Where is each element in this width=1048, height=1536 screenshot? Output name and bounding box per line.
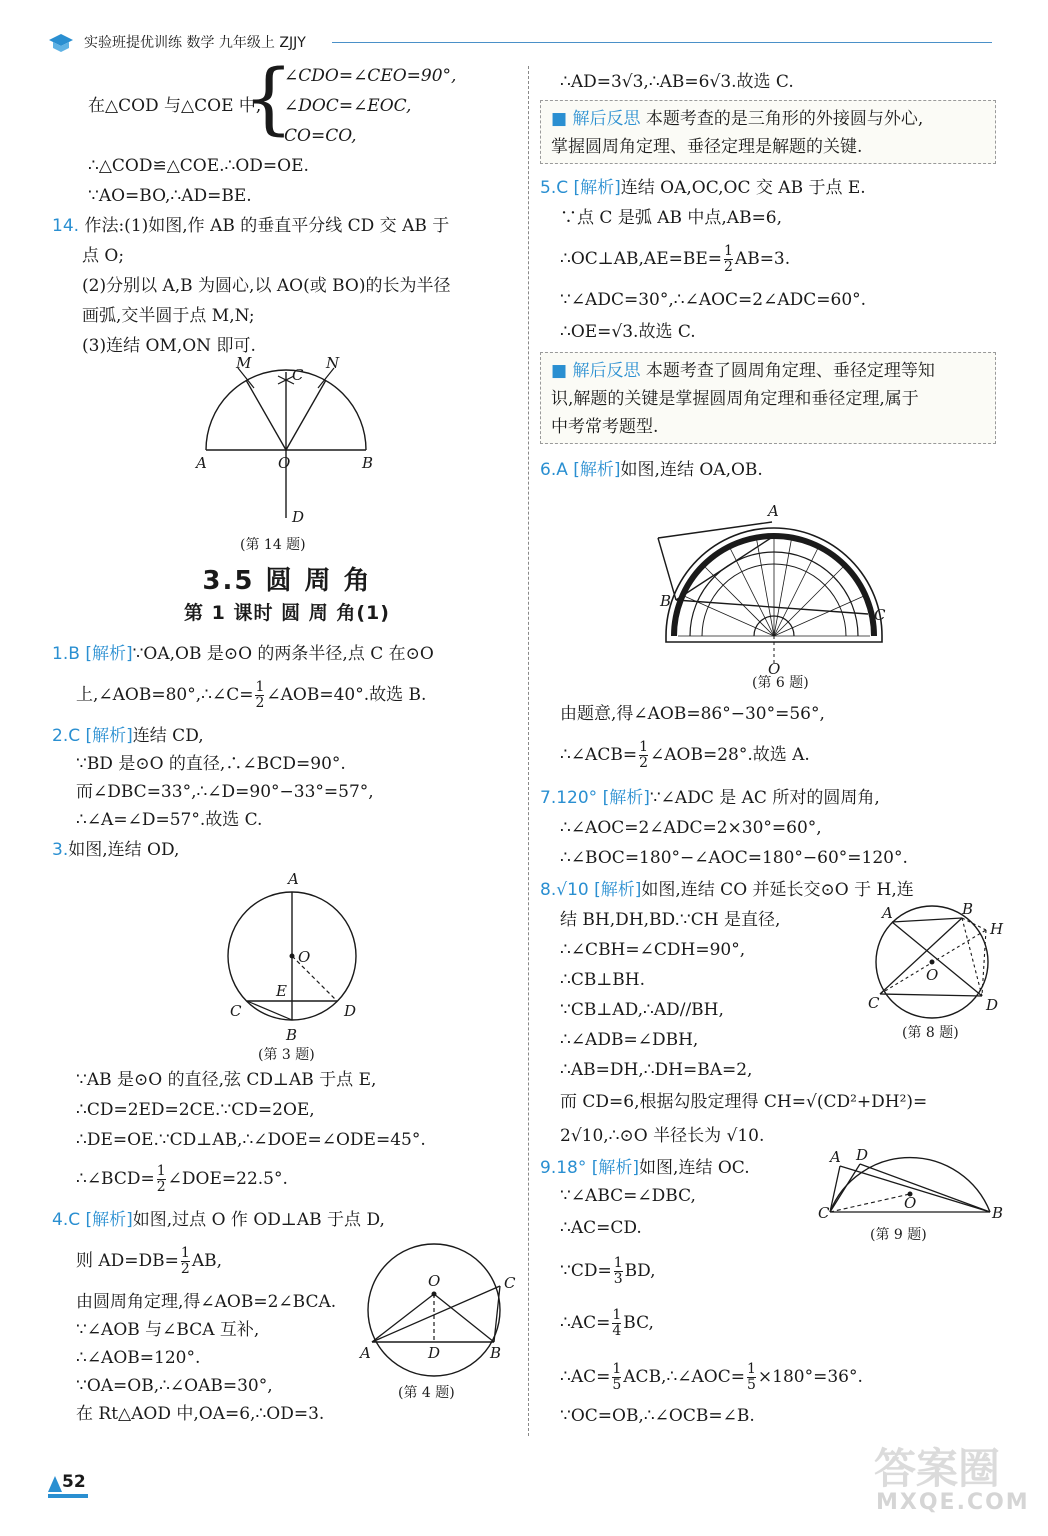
question-number: 1. xyxy=(52,644,69,664)
svg-text:C: C xyxy=(818,1204,830,1222)
text-line: ∵OA,OB 是⊙O 的两条半径,点 C 在⊙O xyxy=(132,644,434,664)
question-number: 6. xyxy=(540,460,557,480)
question-number: 9. xyxy=(540,1158,557,1178)
svg-text:H: H xyxy=(990,920,1004,938)
figure-6-protractor xyxy=(656,496,896,676)
eq-line-2: ∠DOC=∠EOC, xyxy=(284,96,412,116)
svg-text:B: B xyxy=(490,1344,502,1362)
watermark-text: MXQE.COM xyxy=(876,1490,1030,1515)
svg-text:O: O xyxy=(428,1272,441,1290)
question-number: 4. xyxy=(52,1210,69,1230)
svg-text:B: B xyxy=(992,1204,1004,1222)
text-line: ∵BD 是⊙O 的直径,∴∠BCD=90°. xyxy=(76,754,346,774)
question-number: 5. xyxy=(540,178,557,198)
svg-text:N: N xyxy=(326,354,340,372)
text-line: ∴DE=OE.∵CD⊥AB,∴∠DOE=∠ODE=45°. xyxy=(76,1130,426,1150)
text-line: 由题意,得∠AOB=86°−30°=56°, xyxy=(560,704,825,724)
column-divider xyxy=(528,66,529,1436)
text-line: ∴∠AOB=120°. xyxy=(76,1348,201,1368)
page-number xyxy=(48,1470,92,1500)
text-line: ∴CB⊥BH. xyxy=(560,970,646,990)
fraction: $\frac{1}{2}$ xyxy=(639,739,649,771)
reflection-box xyxy=(540,100,996,164)
figure-caption: (第 3 题) xyxy=(258,1047,315,1063)
text-line: ∵CD= xyxy=(560,1261,612,1281)
text-line: 画弧,交半圆于点 M,N; xyxy=(82,306,255,326)
text-line: 在 Rt△AOD 中,OA=6,∴OD=3. xyxy=(76,1404,325,1424)
svg-text:A: A xyxy=(288,870,299,888)
text-line: ∠AOB=40°.故选 B. xyxy=(266,685,427,705)
svg-text:O: O xyxy=(768,660,781,678)
text-line: ∴AC= xyxy=(560,1313,611,1333)
answer-choice: C xyxy=(68,726,81,746)
answer-choice: 120° xyxy=(556,788,598,808)
svg-text:D: D xyxy=(856,1146,869,1164)
figure-caption: (第 14 题) xyxy=(240,537,306,553)
header-title: 实验班提优训练 数学 九年级上 ZJJY xyxy=(84,35,306,51)
text-line: BD, xyxy=(624,1261,656,1281)
answer-choice: A xyxy=(556,460,568,480)
eq-line-3: CO=CO, xyxy=(284,126,357,146)
reflection-tag: ■ 解后反思 xyxy=(551,109,641,129)
text-line: ∴∠ACB= xyxy=(560,745,638,765)
analysis-tag: [解析] xyxy=(573,460,621,480)
figure-14 xyxy=(192,354,382,528)
fraction: $\frac{1}{2}$ xyxy=(255,679,265,711)
reflection-box xyxy=(540,352,996,444)
text-line: ∵点 C 是弧 AB 中点,AB=6, xyxy=(560,208,783,228)
text-line: ∴AC= xyxy=(560,1367,611,1387)
text-line: ∴∠A=∠D=57°.故选 C. xyxy=(76,810,263,830)
text-line: ∵CB⊥AD,∴AD//BH, xyxy=(560,1000,724,1020)
svg-text:A: A xyxy=(882,904,893,922)
header-rule xyxy=(332,42,992,43)
text-line: ∴∠CBH=∠CDH=90°, xyxy=(560,940,746,960)
svg-text:C: C xyxy=(874,606,886,624)
figure-4 xyxy=(358,1240,524,1382)
answer-choice: C xyxy=(556,178,569,198)
question-number: 7. xyxy=(540,788,557,808)
text-line: ∵∠AOB 与∠BCA 互补, xyxy=(76,1320,260,1340)
svg-text:C: C xyxy=(292,366,304,384)
text-line: 本题考查了圆周角定理、垂径定理等知 xyxy=(645,361,935,381)
text-line: 识,解题的关键是掌握圆周角定理和垂径定理,属于 xyxy=(551,389,919,409)
text-line: AB=3. xyxy=(734,249,791,269)
svg-text:M: M xyxy=(236,354,252,372)
text-line: ∵OC=OB,∴∠OCB=∠B. xyxy=(560,1406,755,1426)
text-line: 如图,连结 OC. xyxy=(639,1158,750,1178)
text-line: ∴∠ADB=∠DBH, xyxy=(560,1030,699,1050)
analysis-tag: [解析] xyxy=(85,644,133,664)
text-line: ×180°=36°. xyxy=(757,1367,863,1387)
text-line: 如图,连结 CO 并延长交⊙O 于 H,连 xyxy=(641,880,914,900)
text-line: 中考常考题型. xyxy=(551,417,659,437)
svg-text:O: O xyxy=(278,454,291,472)
text-line: ∴CD=2ED=2CE.∵CD=2OE, xyxy=(76,1100,315,1120)
book-logo-icon xyxy=(48,32,74,54)
analysis-tag: [解析] xyxy=(573,178,621,198)
text-line: 结 BH,DH,BD.∵CH 是直径, xyxy=(560,910,781,930)
eq-intro: 在△COD 与△COE 中, xyxy=(88,96,262,116)
text-line: ∴∠BOC=180°−∠AOC=180°−60°=120°. xyxy=(560,848,908,868)
text-line: ACB,∴∠AOC= xyxy=(623,1367,745,1387)
text-line: 如图,连结 OA,OB. xyxy=(620,460,763,480)
text-line: 本题考查的是三角形的外接圆与外心, xyxy=(645,109,924,129)
figure-caption: (第 9 题) xyxy=(870,1227,927,1243)
svg-text:E: E xyxy=(276,982,287,1000)
text-line: 则 AD=DB= xyxy=(76,1251,179,1271)
text-line: ∴∠BCD= xyxy=(76,1169,155,1189)
answer-choice: √10 xyxy=(556,880,589,900)
text-line: ∴AB=DH,∴DH=BA=2, xyxy=(560,1060,753,1080)
question-number: 14. xyxy=(52,216,80,236)
svg-text:C: C xyxy=(504,1274,516,1292)
text-line: 如图,连结 OD, xyxy=(68,840,180,860)
fraction: $\frac{1}{2}$ xyxy=(724,243,733,275)
text-line: 连结 OA,OC,OC 交 AB 于点 E. xyxy=(620,178,866,198)
fraction: $\frac{1}{5}$ xyxy=(747,1361,756,1393)
svg-text:B: B xyxy=(362,454,374,472)
fraction: $\frac{1}{3}$ xyxy=(613,1255,623,1287)
analysis-tag: [解析] xyxy=(594,880,642,900)
svg-text:B: B xyxy=(286,1026,298,1044)
text-line: ∵∠ABC=∠DBC, xyxy=(560,1186,696,1206)
text-line: ∴OE=√3.故选 C. xyxy=(560,322,696,342)
question-number: 3. xyxy=(52,840,69,860)
text-line: ∠AOB=28°.故选 A. xyxy=(650,745,810,765)
text-line: 掌握圆周角定理、垂径定理是解题的关键. xyxy=(551,137,863,157)
text-line: 作法:(1)如图,作 AB 的垂直平分线 CD 交 AB 于 xyxy=(84,216,450,236)
fraction: $\frac{1}{4}$ xyxy=(612,1307,622,1339)
svg-text:C: C xyxy=(868,994,880,1012)
question-number: 2. xyxy=(52,726,69,746)
figure-caption: (第 4 题) xyxy=(398,1385,455,1401)
text-line: (3)连结 OM,ON 即可. xyxy=(82,336,256,356)
svg-text:B: B xyxy=(660,592,672,610)
page-number-text: 52 xyxy=(62,1472,86,1492)
answer-choice: 18° xyxy=(556,1158,587,1178)
analysis-tag: [解析] xyxy=(591,1158,640,1178)
svg-text:D: D xyxy=(428,1344,441,1362)
svg-text:A: A xyxy=(830,1148,841,1166)
figure-caption: (第 8 题) xyxy=(902,1025,959,1041)
reflection-tag: ■ 解后反思 xyxy=(551,361,641,381)
page-number-bar xyxy=(48,1494,88,1498)
text-line: ∴△COD≌△COE.∴OD=OE. xyxy=(88,156,309,176)
figure-caption: (第 6 题) xyxy=(752,675,809,691)
text-line: ∵AO=BO,∴AD=BE. xyxy=(88,186,252,206)
page-header xyxy=(40,28,1000,56)
text-line: ∠DOE=22.5°. xyxy=(167,1169,288,1189)
text-line: 如图,过点 O 作 OD⊥AB 于点 D, xyxy=(132,1210,385,1230)
fraction: $\frac{1}{2}$ xyxy=(180,1245,190,1277)
eq-line-1: ∠CDO=∠CEO=90°, xyxy=(284,66,457,86)
svg-text:O: O xyxy=(298,948,311,966)
svg-text:D: D xyxy=(986,996,999,1014)
text-line: ∵∠ADC=30°,∴∠AOC=2∠ADC=60°. xyxy=(560,290,867,310)
svg-text:D: D xyxy=(292,508,305,526)
svg-text:C: C xyxy=(230,1002,242,1020)
analysis-tag: [解析] xyxy=(85,1210,133,1230)
text-line: 连结 CD, xyxy=(132,726,204,746)
fraction: $\frac{1}{5}$ xyxy=(612,1361,622,1393)
text-line: 上,∠AOB=80°,∴∠C= xyxy=(76,685,254,705)
text-line: 而∠DBC=33°,∴∠D=90°−33°=57°, xyxy=(76,782,374,802)
svg-text:A: A xyxy=(360,1344,371,1362)
text-line: 由圆周角定理,得∠AOB=2∠BCA. xyxy=(76,1292,337,1312)
analysis-tag: [解析] xyxy=(602,788,650,808)
svg-text:O: O xyxy=(904,1194,917,1212)
text-line: 而 CD=6,根据勾股定理得 CH=√(CD²+DH²)= xyxy=(560,1092,928,1112)
text-line: ∴AC=CD. xyxy=(560,1218,642,1238)
text-line: ∵∠ADC 是 AC 所对的圆周角, xyxy=(649,788,880,808)
watermark-logo: 答案圈 xyxy=(874,1444,1001,1493)
text-line: ∴AD=3√3,∴AB=6√3.故选 C. xyxy=(560,72,794,92)
text-line: 点 O; xyxy=(82,246,125,266)
figure-9 xyxy=(816,1146,1004,1230)
section-title: 3.5 圆 周 角 xyxy=(202,566,372,596)
svg-text:B: B xyxy=(962,900,974,918)
text-line: (2)分别以 A,B 为圆心,以 AO(或 BO)的长为半径 xyxy=(82,276,451,296)
brace-symbol: { xyxy=(244,54,294,144)
watermark xyxy=(870,1436,1030,1522)
analysis-tag: [解析] xyxy=(85,726,133,746)
figure-8 xyxy=(866,900,1004,1022)
text-line: ∵AB 是⊙O 的直径,弦 CD⊥AB 于点 E, xyxy=(76,1070,377,1090)
text-line: ∵OA=OB,∴∠OAB=30°, xyxy=(76,1376,273,1396)
text-line: AB, xyxy=(191,1251,223,1271)
answer-choice: C xyxy=(68,1210,81,1230)
page-arrow-icon xyxy=(48,1476,62,1492)
section-subtitle: 第 1 课时 圆 周 角(1) xyxy=(184,602,390,624)
fraction: $\frac{1}{2}$ xyxy=(156,1163,166,1195)
question-number: 8. xyxy=(540,880,557,900)
text-line: 2√10,∴⊙O 半径长为 √10. xyxy=(560,1126,765,1146)
text-line: BC, xyxy=(623,1313,654,1333)
svg-text:O: O xyxy=(926,966,939,984)
text-line: ∴∠AOC=2∠ADC=2×30°=60°, xyxy=(560,818,822,838)
svg-text:A: A xyxy=(768,502,779,520)
svg-text:A: A xyxy=(196,454,207,472)
figure-3 xyxy=(220,864,370,1044)
answer-choice: B xyxy=(68,644,80,664)
svg-text:D: D xyxy=(344,1002,357,1020)
text-line: ∴OC⊥AB,AE=BE= xyxy=(560,249,722,269)
